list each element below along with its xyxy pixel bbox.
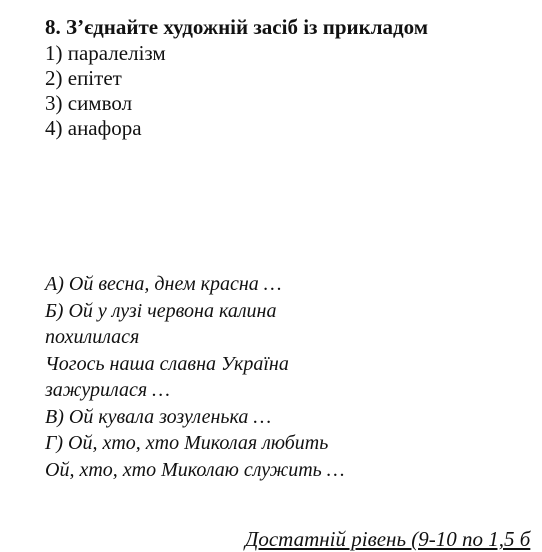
option-item: 3) символ <box>45 91 133 115</box>
task-title: 8. З’єднайте художній засіб із прикладом <box>45 15 429 39</box>
example-line: В) Ой кувала зозуленька … <box>45 405 272 428</box>
example-line: Чогось наша славна Україна <box>45 352 289 375</box>
examples-list <box>45 271 345 483</box>
option-item: 2) епітет <box>45 66 122 90</box>
footer-heading: Достатній рівень (9-10 по 1,5 б <box>245 527 531 551</box>
example-line: зажурилася … <box>45 379 170 401</box>
example-line: Ой, хто, хто Миколаю служить … <box>45 458 345 481</box>
example-line: Г) Ой, хто, хто Миколая любить <box>45 432 329 454</box>
example-line: похилилася <box>45 326 140 348</box>
example-line: Б) Ой у лузі червона калина <box>45 299 277 322</box>
option-item: 4) анафора <box>45 116 142 140</box>
option-item: 1) паралелізм <box>45 41 166 65</box>
example-line: А) Ой весна, днем красна … <box>45 273 282 295</box>
options-list <box>45 41 166 141</box>
